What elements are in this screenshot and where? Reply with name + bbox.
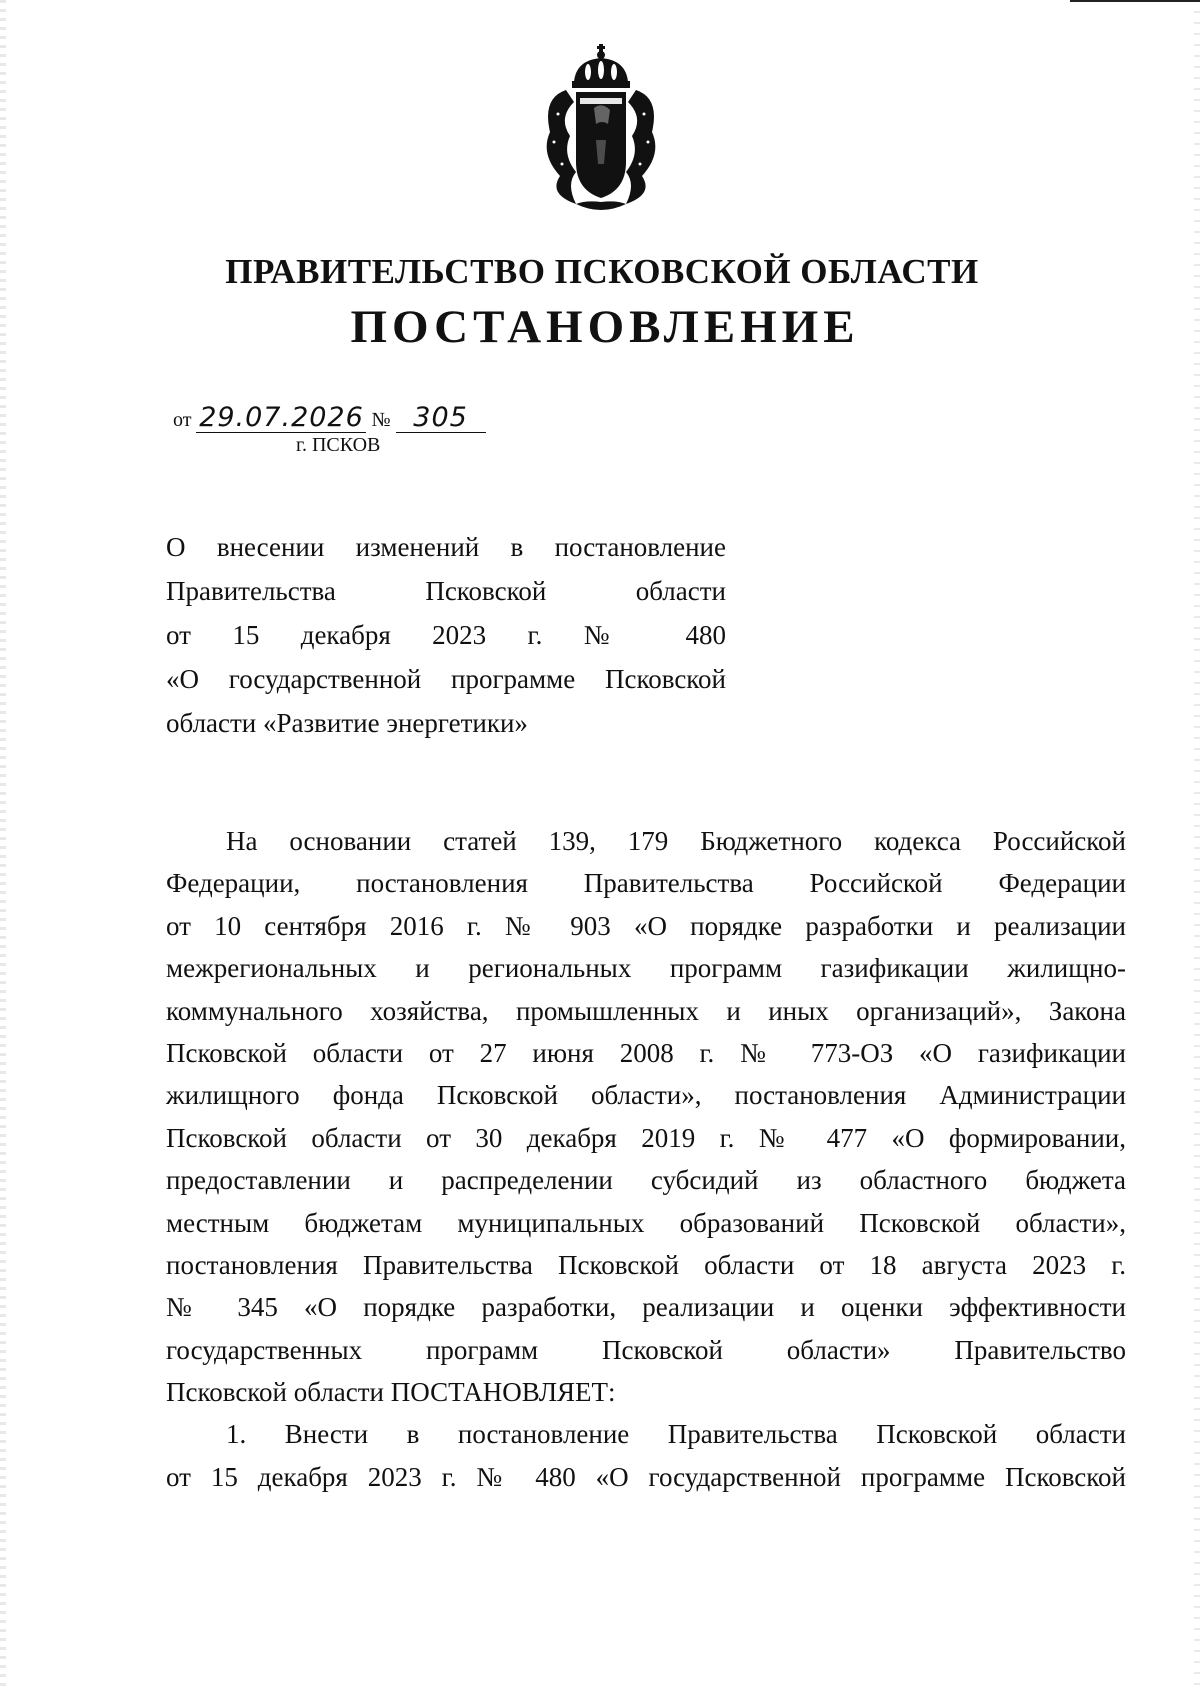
body-line: предоставлении и распределении субсидий из областного бюджета	[166, 1165, 1126, 1196]
body-line: жилищного фонда Псковской области», постановления Администрации	[166, 1080, 1126, 1111]
body-line: межрегиональных и региональных программ газификации жилищно-	[166, 953, 1126, 984]
document-body	[166, 820, 1126, 1498]
subject-line: Правительства Псковской области	[166, 576, 726, 606]
date-number-line	[173, 404, 486, 433]
body-line: местным бюджетам муниципальных образований Псковской области»,	[166, 1207, 1126, 1238]
coat-of-arms-icon	[536, 44, 666, 214]
body-line: Псковской области ПОСТАНОВЛЯЕТ:	[166, 1377, 616, 1408]
date-prefix: от	[173, 409, 192, 431]
body-line: от 15 декабря 2023 г. № 480 «О государственной программе Псковской	[166, 1461, 1126, 1492]
number-prefix: №	[371, 409, 391, 431]
subject-line: от 15 декабря 2023 г. № 480	[166, 620, 726, 650]
document-type-title: ПОСТАНОВЛЕНИЕ	[350, 301, 860, 353]
body-line: коммунального хозяйства, промышленных и иных организаций», Закона	[166, 995, 1126, 1026]
number-value: 305	[396, 404, 486, 433]
body-line: постановления Правительства Псковской области от 18 августа 2023 г.	[166, 1249, 1126, 1280]
scan-top-line	[1070, 0, 1200, 2]
body-line: Псковской области от 27 июня 2008 г. № 773-ОЗ «О газификации	[166, 1037, 1126, 1068]
subject-line: О внесении изменений в постановление	[166, 532, 726, 562]
date-value: 29.07.2026	[196, 404, 366, 433]
body-line: № 345 «О порядке разработки, реализации и оценки эффективности	[166, 1292, 1126, 1323]
body-line: от 10 сентября 2016 г. № 903 «О порядке разработки и реализации	[166, 910, 1126, 941]
body-line: На основании статей 139, 179 Бюджетного кодекса Российской	[226, 826, 1126, 856]
subject-line: области «Развитие энергетики»	[166, 708, 528, 738]
body-line: государственных программ Псковской области» Правительство	[166, 1334, 1126, 1365]
body-line: Псковской области от 30 декабря 2019 г. № 477 «О формировании,	[166, 1122, 1126, 1153]
subject-line: «О государственной программе Псковской	[166, 664, 726, 694]
organization-title: ПРАВИТЕЛЬСТВО ПСКОВСКОЙ ОБЛАСТИ	[225, 252, 979, 291]
body-line: 1. Внести в постановление Правительства Псковской области	[226, 1419, 1126, 1450]
body-line: Федерации, постановления Правительства Российской Федерации	[166, 868, 1126, 899]
city-label: г. ПСКОВ	[296, 434, 381, 456]
document-subject	[166, 525, 726, 745]
